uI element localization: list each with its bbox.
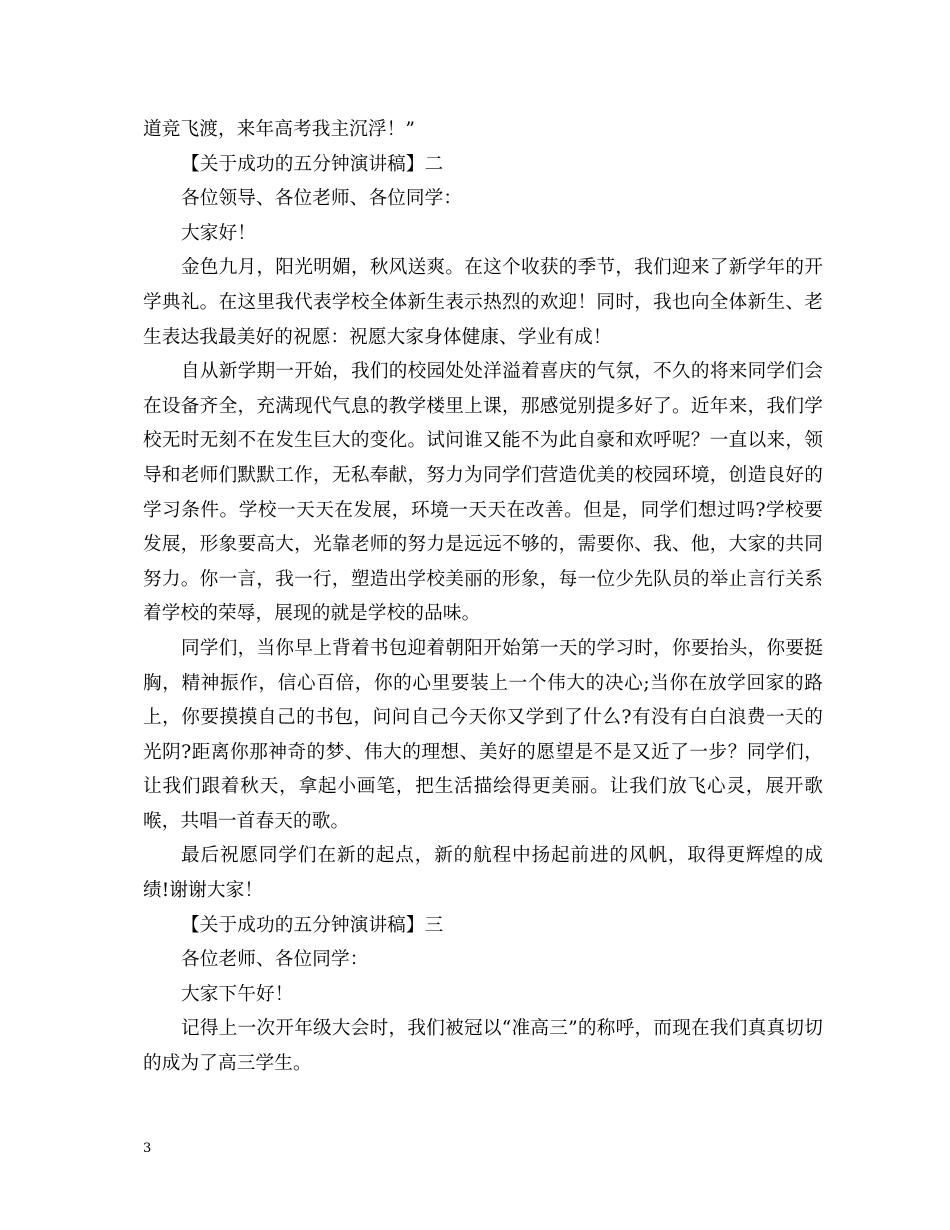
section-heading: 【关于成功的五分钟演讲稿】三 bbox=[181, 914, 444, 936]
paragraph: 道竞飞渡，来年高考我主沉浮！” bbox=[143, 119, 416, 140]
greeting: 大家好！ bbox=[181, 222, 256, 244]
paragraph: 同学们，当你早上背着书包迎着朝阳开始第一天的学习时，你要抬头，你要挺胸，精神振作，信心百倍，你的心里要装上一个伟大的决心;当你在放学回家的路上，你要摸摸自己的书包，问问自己今天你又学到了什么?有没有白白浪费一天的光阴?距离你那神奇的梦、伟大的理想、美好的愿望是不是又近了一步？同学们，让我们跟着秋天，拿起小画笔，把生活描绘得更美丽。让我们放飞心灵，展开歌喉，共唱一首春天的歌。 bbox=[143, 637, 823, 832]
section-heading: 【关于成功的五分钟演讲稿】二 bbox=[181, 153, 444, 175]
salutation: 各位领导、各位老师、各位同学： bbox=[181, 188, 463, 210]
paragraph: 最后祝愿同学们在新的起点，新的航程中扬起前进的风帆，取得更辉煌的成绩!谢谢大家！ bbox=[143, 845, 823, 902]
body-text bbox=[143, 113, 823, 1082]
page-number: 3 bbox=[143, 1141, 152, 1156]
paragraph: 金色九月，阳光明媚，秋风送爽。在这个收获的季节，我们迎来了新学年的开学典礼。在这里我代表学校全体新生表示热烈的欢迎！同时，我也向全体新生、老生表达我最美好的祝愿：祝愿大家身体健康、学业有成！ bbox=[143, 257, 823, 348]
greeting: 大家下午好！ bbox=[181, 983, 294, 1005]
paragraph: 自从新学期一开始，我们的校园处处洋溢着喜庆的气氛，不久的将来同学们会在设备齐全，充满现代气息的教学楼里上课，那感觉别提多好了。近年来，我们学校无时无刻不在发生巨大的变化。试问谁又能不为此自豪和欢呼呢？一直以来，领导和老师们默默工作，无私奉献，努力为同学们营造优美的校园环境，创造良好的学习条件。学校一天天在发展，环境一天天在改善。但是，同学们想过吗?学校要发展，形象要高大，光靠老师的努力是远远不够的，需要你、我、他，大家的共同努力。你一言，我一行，塑造出学校美丽的形象，每一位少先队员的举止言行关系着学校的荣辱，展现的就是学校的品味。 bbox=[143, 361, 823, 625]
paragraph: 记得上一次开年级大会时，我们被冠以“准高三”的称呼，而现在我们真真切切的成为了高三学生。 bbox=[143, 1018, 823, 1075]
salutation: 各位老师、各位同学： bbox=[181, 949, 369, 971]
